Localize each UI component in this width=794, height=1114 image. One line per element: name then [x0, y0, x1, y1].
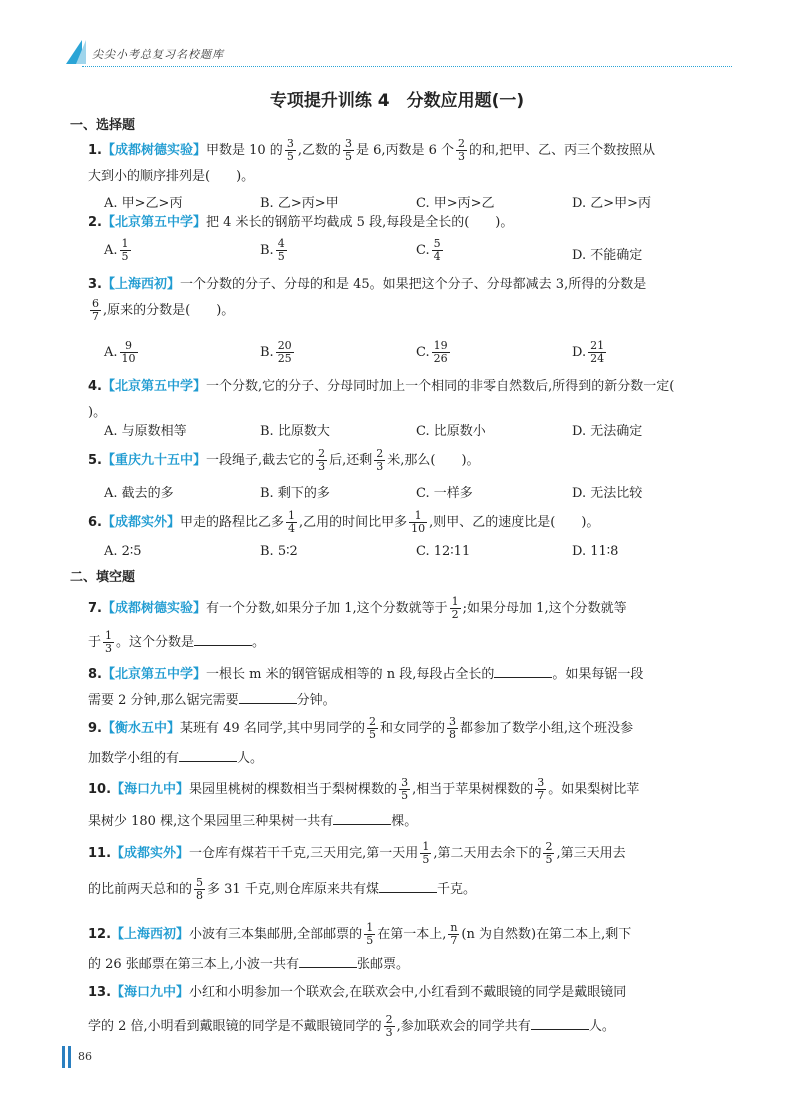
- fraction: $\frac{2}{3}$: [318, 447, 326, 473]
- fraction: $\frac{1}{3}$: [105, 629, 113, 655]
- question-text: 。这个分数是: [116, 635, 195, 650]
- school-tag: 【成都树德实验】: [101, 143, 206, 158]
- question-number: 10.: [88, 782, 112, 797]
- answer-blank[interactable]: [299, 953, 357, 968]
- question-text: 。: [252, 635, 266, 650]
- question-text: 一根长 m 米的钢管锯成相等的 n 段,每段占全长的: [206, 667, 495, 682]
- footer-bar-decoration: [68, 1046, 71, 1068]
- fraction: $\frac{3}{7}$: [537, 776, 545, 802]
- page-header: [0, 0, 794, 70]
- fraction: $\frac{3}{8}$: [448, 715, 456, 741]
- question-text: (n 为自然数)在第二本上,剩下: [461, 927, 632, 942]
- question-number: 9.: [88, 721, 102, 736]
- question-text: 和女同学的: [379, 721, 445, 736]
- option-b: B. 乙>丙>甲: [260, 196, 339, 211]
- question-text: ,乙数的: [297, 143, 341, 158]
- option-d: D. 不能确定: [572, 248, 643, 263]
- fraction: $\frac{3}{5}$: [401, 776, 409, 802]
- option-d: D. 无法比较: [572, 486, 643, 501]
- question-text: 的 26 张邮票在第三本上,小波一共有: [88, 957, 299, 972]
- option-b: B. 剩下的多: [260, 486, 330, 501]
- question-number: 12.: [88, 927, 112, 942]
- question-text: ,参加联欢会的同学共有: [396, 1019, 531, 1034]
- answer-blank[interactable]: [379, 878, 437, 893]
- question-9: [88, 714, 728, 774]
- question-text: ,第二天用去余下的: [433, 846, 542, 861]
- question-12: [88, 920, 728, 980]
- answer-blank[interactable]: [194, 631, 252, 646]
- school-tag: 【海口九中】: [111, 782, 190, 797]
- fraction: $\frac{2}{3}$: [376, 447, 384, 473]
- question-text: 一个分数,它的分子、分母同时加上一个相同的非零自然数后,所得到的新分数一定(: [206, 379, 675, 394]
- fraction: $\frac{2}{5}$: [545, 840, 553, 866]
- option-c: C. $\frac{19}{26}$: [416, 339, 448, 365]
- question-text: 棵。: [391, 814, 418, 829]
- question-number: 4.: [88, 379, 102, 394]
- option-d: D. 无法确定: [572, 424, 643, 439]
- option-a: A. 与原数相等: [104, 424, 187, 439]
- question-number: 2.: [88, 215, 102, 230]
- question-1: [88, 138, 728, 190]
- question-text: 把 4 米长的钢筋平均截成 5 段,每段是全长的( )。: [206, 215, 514, 230]
- school-tag: 【衡水五中】: [101, 721, 180, 736]
- question-text: 张邮票。: [356, 957, 409, 972]
- question-text: 一仓库有煤若干千克,三天用完,第一天用: [189, 846, 419, 861]
- school-tag: 【北京第五中学】: [101, 215, 206, 230]
- option-b: B. $\frac{4}{5}$: [260, 237, 285, 263]
- option-b: B. 比原数大: [260, 424, 330, 439]
- question-8: [88, 662, 728, 714]
- question-text: 一段绳子,截去它的: [206, 453, 315, 468]
- fraction: $\frac{2}{3}$: [385, 1013, 393, 1039]
- question-text: 果园里桃树的棵数相当于梨树棵数的: [189, 782, 398, 797]
- option-c: C. 一样多: [416, 486, 473, 501]
- option-c: C. $\frac{5}{4}$: [416, 237, 441, 263]
- options-row: [104, 482, 724, 506]
- fraction: $\frac{1}{5}$: [366, 921, 374, 947]
- question-text: 于: [88, 635, 102, 650]
- question-4: [88, 374, 728, 426]
- option-c: C. 甲>丙>乙: [416, 196, 495, 211]
- question-text: ,第三天用去: [556, 846, 626, 861]
- section-fill-heading: 二、填空题: [70, 570, 136, 585]
- question-text: 米,那么( )。: [387, 453, 480, 468]
- header-triangle-light-decoration: [76, 40, 86, 64]
- option-d: D. 11∶8: [572, 544, 619, 559]
- option-a: A. 甲>乙>丙: [104, 196, 183, 211]
- fraction: $\frac{n}{7}$: [450, 921, 458, 947]
- question-text: ;如果分母加 1,这个分数就等: [462, 601, 627, 616]
- school-tag: 【成都实外】: [101, 515, 180, 530]
- question-number: 1.: [88, 143, 102, 158]
- school-tag: 【重庆九十五中】: [101, 453, 206, 468]
- fraction: $\frac{3}{5}$: [344, 137, 352, 163]
- fraction: $\frac{6}{7}$: [92, 297, 99, 323]
- question-text: 。如果梨树比苹: [548, 782, 640, 797]
- option-b: B. $\frac{20}{25}$: [260, 339, 292, 365]
- question-2: [88, 210, 728, 236]
- fraction: $\frac{1}{2}$: [451, 595, 459, 621]
- fraction: $\frac{2}{3}$: [458, 137, 466, 163]
- question-number: 11.: [88, 846, 112, 861]
- school-tag: 【海口九中】: [111, 985, 190, 1000]
- question-text: 小红和小明参加一个联欢会,在联欢会中,小红看到不戴眼镜的同学是戴眼镜同: [189, 985, 627, 1000]
- school-tag: 【成都树德实验】: [101, 601, 206, 616]
- question-text: 加数学小组的有: [88, 751, 180, 766]
- question-number: 13.: [88, 985, 112, 1000]
- page-title: 专项提升训练 4 分数应用题(一): [269, 91, 525, 111]
- question-number: 7.: [88, 601, 102, 616]
- question-text: ,乙用的时间比甲多: [299, 515, 408, 530]
- question-6: [88, 510, 728, 536]
- question-3: [88, 272, 728, 324]
- fraction: $\frac{1}{10}$: [411, 509, 426, 535]
- question-number: 6.: [88, 515, 102, 530]
- question-text: 小波有三本集邮册,全部邮票的: [189, 927, 363, 942]
- question-text: ,相当于苹果树棵数的: [412, 782, 534, 797]
- school-tag: 【北京第五中学】: [101, 667, 206, 682]
- option-d: D. $\frac{21}{24}$: [572, 339, 605, 365]
- question-text: 是 6,丙数是 6 个: [355, 143, 455, 158]
- section-choice-heading: 一、选择题: [70, 118, 136, 133]
- question-number: 8.: [88, 667, 102, 682]
- question-text: 分钟。: [296, 693, 336, 708]
- option-a: A. $\frac{1}{5}$: [104, 237, 129, 263]
- fraction: $\frac{3}{5}$: [286, 137, 294, 163]
- question-text: 后,还剩: [329, 453, 373, 468]
- fraction: $\frac{2}{5}$: [368, 715, 376, 741]
- question-text: 有一个分数,如果分子加 1,这个分数就等于: [206, 601, 448, 616]
- fraction: $\frac{1}{4}$: [288, 509, 296, 535]
- question-number: 5.: [88, 453, 102, 468]
- question-text: 甲走的路程比乙多: [180, 515, 285, 530]
- options-row: [104, 420, 724, 444]
- question-text: 多 31 千克,则仓库原来共有煤: [207, 882, 379, 897]
- school-tag: 【北京第五中学】: [101, 379, 206, 394]
- answer-blank[interactable]: [179, 747, 237, 762]
- question-text: 果树少 180 棵,这个果园里三种果树一共有: [88, 814, 334, 829]
- question-text: 人。: [588, 1019, 615, 1034]
- question-text: 在第一本上,: [377, 927, 447, 942]
- header-text: 尖尖小考总复习名校题库: [92, 48, 224, 61]
- school-tag: 【上海西初】: [101, 277, 180, 292]
- option-a: A. 截去的多: [104, 486, 174, 501]
- question-text: )。: [88, 405, 107, 420]
- option-b: B. 5∶2: [260, 544, 298, 559]
- footer-bar-decoration: [62, 1046, 65, 1068]
- fraction: $\frac{5}{8}$: [196, 876, 204, 902]
- options-row: [104, 340, 724, 364]
- header-dotted-line: [82, 66, 732, 67]
- question-text: 大到小的顺序排列是( )。: [88, 169, 255, 184]
- question-text: 甲数是 10 的: [206, 143, 283, 158]
- option-c: C. 12∶11: [416, 544, 471, 559]
- question-text: ,原来的分数是( )。: [103, 303, 235, 318]
- question-text: 千克。: [436, 882, 476, 897]
- fraction: $\frac{1}{5}$: [422, 840, 430, 866]
- answer-blank[interactable]: [239, 689, 297, 704]
- question-5: [88, 448, 728, 474]
- answer-blank[interactable]: [333, 810, 391, 825]
- option-c: C. 比原数小: [416, 424, 486, 439]
- school-tag: 【成都实外】: [111, 846, 190, 861]
- option-a: A. $\frac{9}{10}$: [104, 339, 136, 365]
- question-text: ,则甲、乙的速度比是( )。: [429, 515, 600, 530]
- question-13: [88, 976, 728, 1044]
- question-text: 。如果每锯一段: [552, 667, 644, 682]
- option-d: D. 乙>甲>丙: [572, 196, 652, 211]
- question-text: 的比前两天总和的: [88, 882, 193, 897]
- school-tag: 【上海西初】: [111, 927, 190, 942]
- page-number: 86: [78, 1050, 92, 1063]
- question-11: [88, 836, 728, 908]
- answer-blank[interactable]: [494, 663, 552, 678]
- question-text: 学的 2 倍,小明看到戴眼镜的同学是不戴眼镜同学的: [88, 1019, 382, 1034]
- question-text: 某班有 49 名同学,其中男同学的: [180, 721, 365, 736]
- options-row: [104, 544, 724, 568]
- question-text: 需要 2 分钟,那么锯完需要: [88, 693, 239, 708]
- question-text: 的和,把甲、乙、丙三个数按照从: [469, 143, 656, 158]
- question-text: 都参加了数学小组,这个班没参: [459, 721, 634, 736]
- answer-blank[interactable]: [531, 1015, 589, 1030]
- question-10: [88, 774, 728, 838]
- options-row: [104, 238, 724, 262]
- question-text: 一个分数的分子、分母的和是 45。如果把这个分子、分母都减去 3,所得的分数是: [180, 277, 647, 292]
- question-number: 3.: [88, 277, 102, 292]
- question-7: [88, 592, 728, 660]
- question-text: 人。: [237, 751, 264, 766]
- option-a: A. 2∶5: [104, 544, 142, 559]
